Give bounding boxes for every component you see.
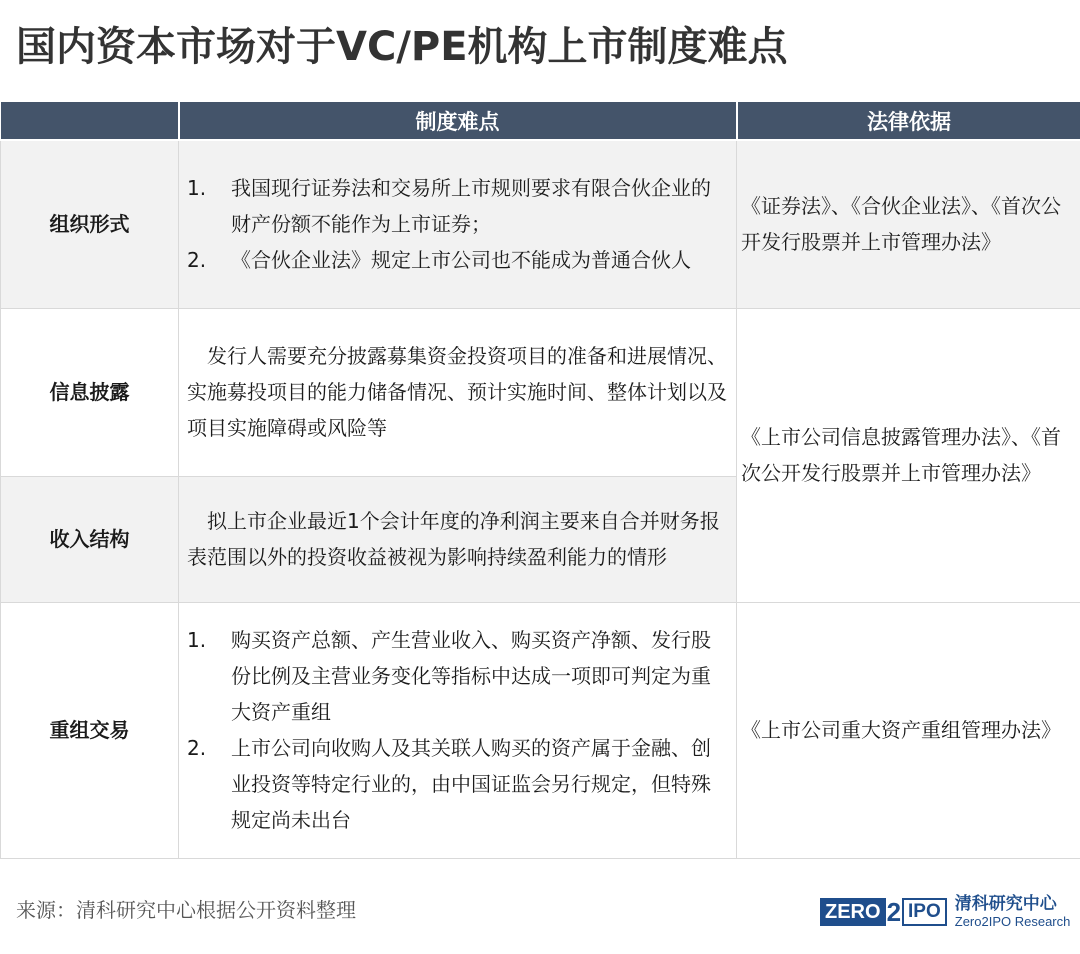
list-item	[187, 622, 728, 730]
list-item-number: 1.	[187, 628, 207, 652]
list-item-number: 2.	[187, 248, 207, 273]
list-item-text: 我国现行证券法和交易所上市规则要求有限合伙企业的财产份额不能作为上市证券；	[231, 176, 711, 237]
header-cell-blank	[1, 102, 179, 140]
difficulty-cell	[179, 140, 737, 308]
list-item	[187, 170, 728, 242]
legal-basis-cell: 《上市公司信息披露管理办法》、《首次公开发行股票并上市管理办法》	[737, 308, 1080, 602]
row-label: 信息披露	[1, 308, 179, 476]
zero2ipo-logo	[820, 890, 1070, 934]
legal-basis-cell: 《证券法》、《合伙企业法》、《首次公开发行股票并上市管理办法》	[737, 140, 1080, 308]
list-item-number: 1.	[187, 176, 207, 201]
header-cell-legal-basis: 法律依据	[737, 102, 1080, 140]
logo-name-cn: 清科研究中心	[954, 894, 1057, 914]
numbered-list	[187, 170, 728, 278]
source-note: 来源：清科研究中心根据公开资料整理	[16, 898, 356, 922]
difficulty-cell: 发行人需要充分披露募集资金投资项目的准备和进展情况、实施募投项目的能力储备情况、预计实施时间、整体计划以及项目实施障碍或风险等	[179, 308, 737, 476]
legal-basis-cell: 《上市公司重大资产重组管理办法》	[737, 602, 1080, 858]
logo-mark-two: 2	[886, 896, 902, 927]
row-label: 重组交易	[1, 602, 179, 858]
numbered-list	[187, 622, 728, 838]
difficulty-cell	[179, 602, 737, 858]
logo-text	[955, 894, 1071, 930]
list-item-text: 《合伙企业法》规定上市公司也不能成为普通合伙人	[231, 248, 691, 273]
logo-mark-ipo: IPO	[902, 898, 947, 926]
list-item-text: 上市公司向收购人及其关联人购买的资产属于金融、创业投资等特定行业的，由中国证监会另行规定，但特殊规定尚未出台	[231, 736, 711, 832]
table-header-row	[1, 102, 1080, 140]
difficulty-cell: 拟上市企业最近1个会计年度的净利润主要来自合并财务报表范围以外的投资收益被视为影响持续盈利能力的情形	[179, 476, 737, 602]
logo-mark-zero: ZERO	[820, 898, 886, 926]
list-item	[187, 730, 728, 838]
logo-name-en: Zero2IPO Research	[954, 914, 1071, 929]
row-label: 收入结构	[1, 476, 179, 602]
page-title: 国内资本市场对于VC/PE机构上市制度难点	[16, 24, 788, 70]
difficulties-table	[0, 102, 1080, 859]
list-item-number: 2.	[187, 736, 207, 760]
header-cell-difficulty: 制度难点	[179, 102, 737, 140]
list-item-text: 购买资产总额、产生营业收入、购买资产净额、发行股份比例及主营业务变化等指标中达成一项即可判定为重大资产重组	[231, 628, 711, 724]
table-row	[1, 140, 1080, 308]
list-item	[187, 242, 728, 278]
logo-mark	[820, 897, 947, 927]
table-row	[1, 602, 1080, 858]
row-label: 组织形式	[1, 140, 179, 308]
table-row	[1, 308, 1080, 476]
